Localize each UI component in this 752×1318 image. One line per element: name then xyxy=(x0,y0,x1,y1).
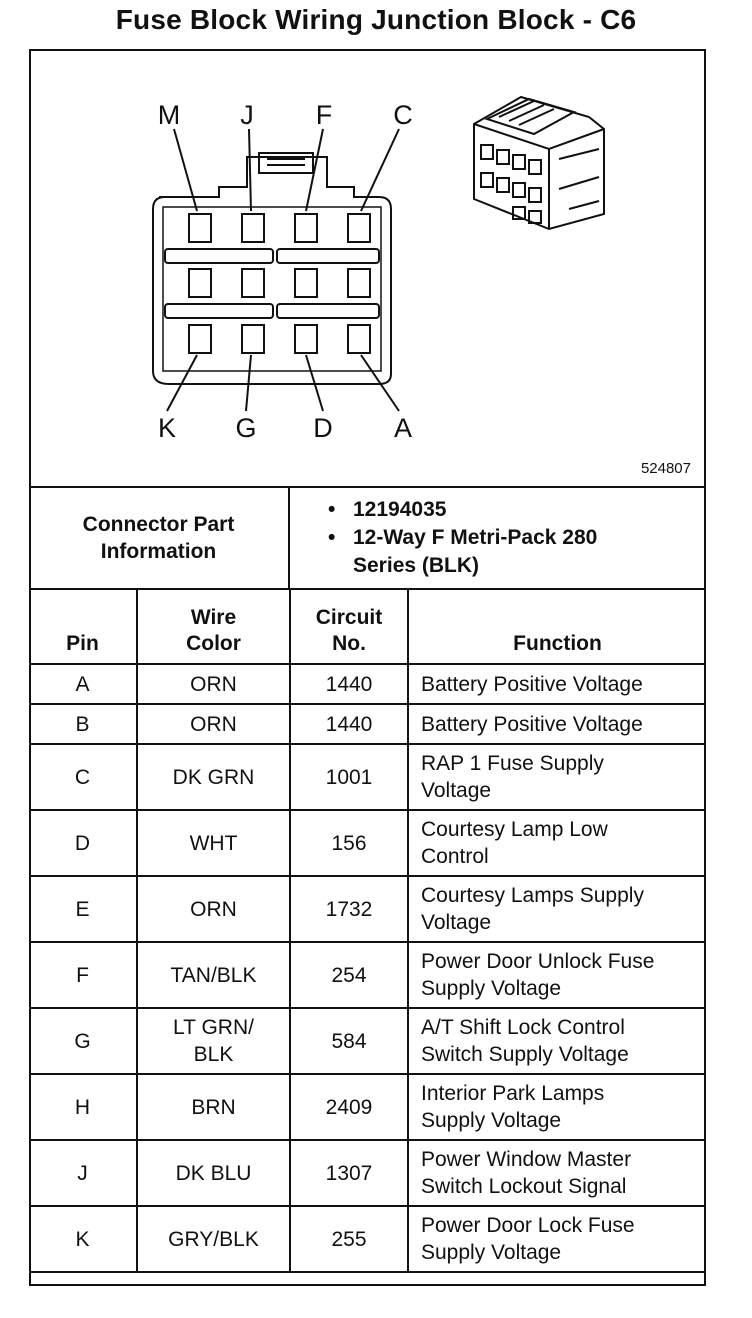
connector-part-number: • 12194035 xyxy=(328,496,706,524)
label-pin-top-3: F xyxy=(315,100,333,130)
label-pin-bottom-1: K xyxy=(157,413,177,443)
table-row xyxy=(29,876,706,942)
pin-cell: H xyxy=(29,1074,137,1140)
cavity-d xyxy=(295,325,317,353)
pin-table xyxy=(29,590,706,1273)
circuit-cell: 1001 xyxy=(290,744,408,810)
function-cell: Battery Positive Voltage xyxy=(408,664,706,704)
header-circuit-no: Circuit No. xyxy=(290,590,408,664)
wire-color-cell: WHT xyxy=(137,810,290,876)
pin-cell: E xyxy=(29,876,137,942)
pin-cell: F xyxy=(29,942,137,1008)
label-pin-bottom-4: A xyxy=(393,413,413,443)
circuit-cell: 2409 xyxy=(290,1074,408,1140)
wire-color-cell: ORN xyxy=(137,876,290,942)
table-row xyxy=(29,744,706,810)
wire-color-cell: DK GRN xyxy=(137,744,290,810)
function-cell: Courtesy Lamps Supply Voltage xyxy=(408,876,706,942)
label-pin-bottom-3: D xyxy=(313,413,333,443)
pin-cell: G xyxy=(29,1008,137,1074)
connector-description: • 12-Way F Metri-Pack 280 Series (BLK) xyxy=(328,524,623,580)
pin-cell: A xyxy=(29,664,137,704)
connector-diagram xyxy=(29,49,706,486)
connector-info-label-text: Connector Part Information xyxy=(82,513,235,563)
connector-isometric-view xyxy=(474,97,604,229)
pin-cell: K xyxy=(29,1206,137,1272)
cavity-k xyxy=(189,325,211,353)
function-cell: RAP 1 Fuse Supply Voltage xyxy=(408,744,706,810)
label-pin-top-4: C xyxy=(393,100,413,130)
wire-color-cell: GRY/BLK xyxy=(137,1206,290,1272)
function-cell: Courtesy Lamp Low Control xyxy=(408,810,706,876)
cavity-f xyxy=(295,214,317,242)
connector-info-label xyxy=(29,488,290,588)
table-row xyxy=(29,1140,706,1206)
table-row xyxy=(29,942,706,1008)
pin-cell: J xyxy=(29,1140,137,1206)
table-row xyxy=(29,810,706,876)
function-cell: Power Door Lock Fuse Supply Voltage xyxy=(408,1206,706,1272)
wire-color-cell: BRN xyxy=(137,1074,290,1140)
label-pin-bottom-2: G xyxy=(235,413,257,443)
pin-cell: C xyxy=(29,744,137,810)
pin-cell: D xyxy=(29,810,137,876)
connector-info-section xyxy=(29,486,706,590)
circuit-cell: 1732 xyxy=(290,876,408,942)
wire-color-cell: LT GRN/ BLK xyxy=(137,1008,290,1074)
cavity-a xyxy=(348,325,370,353)
circuit-cell: 255 xyxy=(290,1206,408,1272)
table-row xyxy=(29,664,706,704)
pin-cell: B xyxy=(29,704,137,744)
circuit-cell: 156 xyxy=(290,810,408,876)
wire-color-cell: DK BLU xyxy=(137,1140,290,1206)
function-cell: Power Window Master Switch Lockout Signal xyxy=(408,1140,706,1206)
circuit-cell: 1440 xyxy=(290,664,408,704)
wire-color-cell: TAN/BLK xyxy=(137,942,290,1008)
header-pin: Pin xyxy=(29,590,137,664)
table-row xyxy=(29,1008,706,1074)
figure-number: 524807 xyxy=(640,460,691,477)
wire-color-cell: ORN xyxy=(137,704,290,744)
cavity-j xyxy=(242,214,264,242)
connector-info-values xyxy=(290,488,706,588)
wire-color-cell: ORN xyxy=(137,664,290,704)
function-cell: Battery Positive Voltage xyxy=(408,704,706,744)
page-title: Fuse Block Wiring Junction Block - C6 xyxy=(115,4,637,35)
circuit-cell: 584 xyxy=(290,1008,408,1074)
label-pin-top-2: J xyxy=(240,100,254,130)
table-row xyxy=(29,1074,706,1140)
function-cell: Interior Park Lamps Supply Voltage xyxy=(408,1074,706,1140)
circuit-cell: 1440 xyxy=(290,704,408,744)
table-row xyxy=(29,704,706,744)
cavity-c xyxy=(348,214,370,242)
cavity-m xyxy=(189,214,211,242)
table-header-row xyxy=(29,590,706,664)
header-function: Function xyxy=(408,590,706,664)
circuit-cell: 1307 xyxy=(290,1140,408,1206)
circuit-cell: 254 xyxy=(290,942,408,1008)
cavity-g xyxy=(242,325,264,353)
table-row xyxy=(29,1206,706,1272)
connector-drawing xyxy=(29,49,706,486)
function-cell: Power Door Unlock Fuse Supply Voltage xyxy=(408,942,706,1008)
header-wire-color: Wire Color xyxy=(137,590,290,664)
label-pin-top-1: M xyxy=(157,100,181,130)
function-cell: A/T Shift Lock Control Switch Supply Voltage xyxy=(408,1008,706,1074)
